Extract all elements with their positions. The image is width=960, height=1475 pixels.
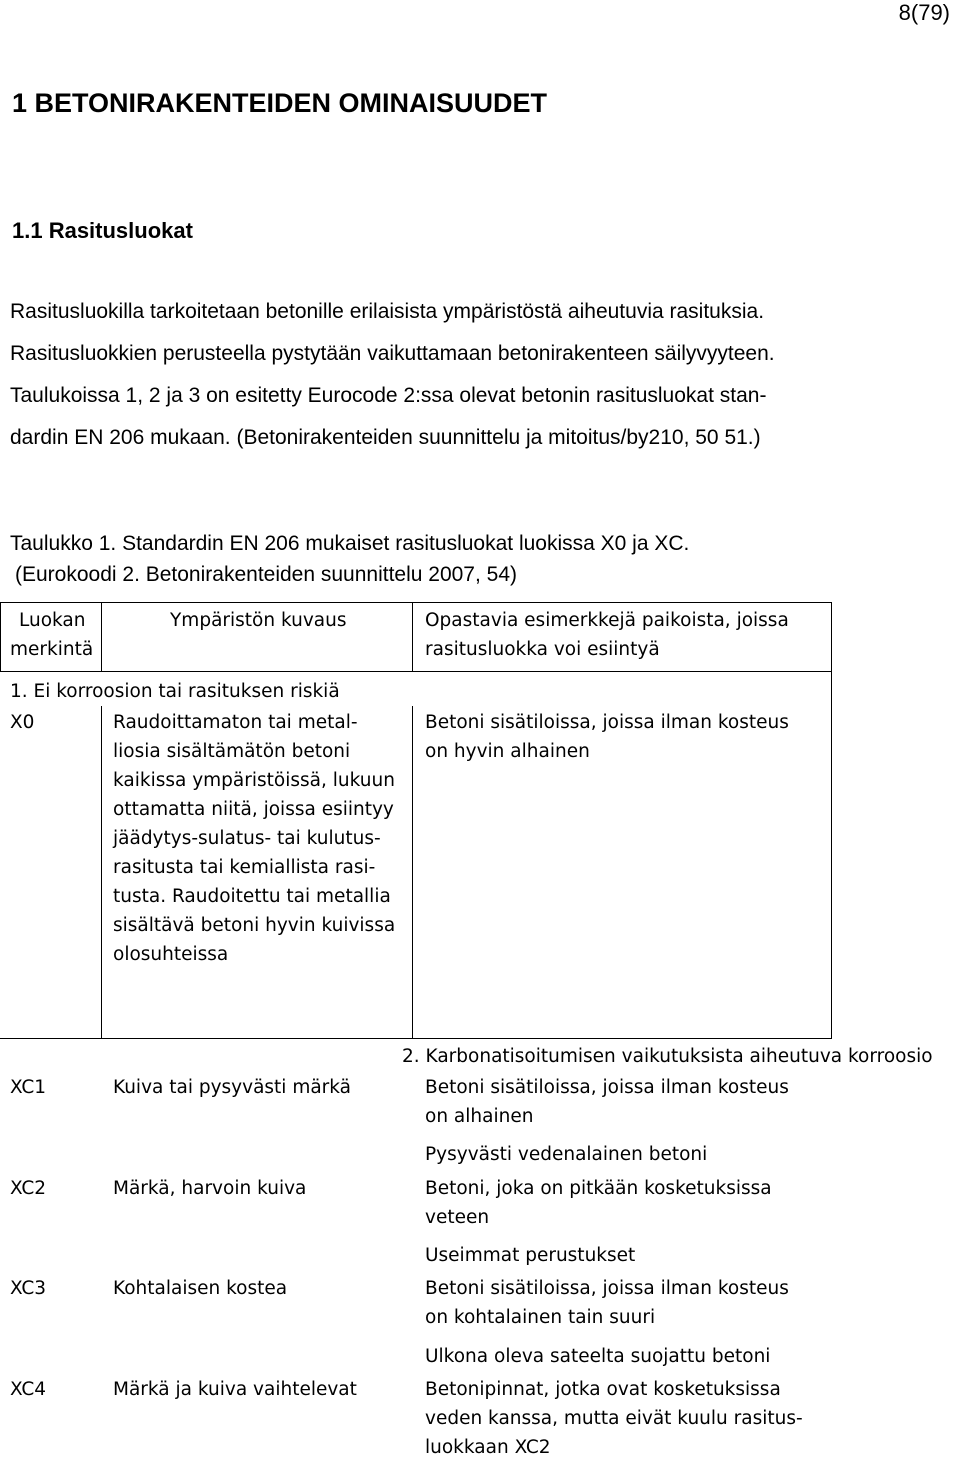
section2-title: 2. Karbonatisoitumisen vaikutuksista aiheutuva korroosio — [402, 1046, 933, 1067]
xc3-example-line-2: on kohtalainen tain suuri — [425, 1307, 656, 1328]
header-bottom-border — [0, 671, 832, 672]
chapter-heading: 1 BETONIRAKENTEIDEN OMINAISUUDET — [12, 88, 548, 118]
table-right-border — [831, 602, 832, 1039]
x0-desc-line-9: olosuhteissa — [113, 944, 229, 965]
xc4-code: XC4 — [10, 1379, 47, 1400]
xc3-example-line-1: Betoni sisätiloissa, joissa ilman kosteus — [425, 1278, 789, 1299]
intro-line-2: Rasitusluokkien perusteella pystytään vaikuttamaan betonirakenteen säilyvyyteen. — [10, 342, 775, 365]
x0-desc-line-7: tusta. Raudoitettu tai metallia — [113, 886, 391, 907]
x0-example-line-2: on hyvin alhainen — [425, 741, 590, 762]
table-caption-line-1: Taulukko 1. Standardin EN 206 mukaiset rasitusluokat luokissa X0 ja XC. — [10, 532, 690, 555]
x0-example-line-1: Betoni sisätiloissa, joissa ilman kosteus — [425, 712, 789, 733]
intro-line-4: dardin EN 206 mukaan. (Betonirakenteiden suunnittelu ja mitoitus/by210, 50 51.) — [10, 426, 761, 449]
xc3-code: XC3 — [10, 1278, 47, 1299]
x0-desc-line-1: Raudoittamaton tai metal- — [113, 712, 358, 733]
xc4-description: Märkä ja kuiva vaihtelevat — [113, 1379, 357, 1400]
x0-desc-line-8: sisältävä betoni hyvin kuivissa — [113, 915, 396, 936]
table-top-border — [0, 602, 832, 603]
x0-divider-2 — [412, 706, 413, 1039]
header-divider-1 — [101, 602, 102, 672]
x0-desc-line-2: liosia sisältämätön betoni — [113, 741, 351, 762]
x0-code: X0 — [10, 712, 35, 733]
x0-divider-1 — [101, 706, 102, 1039]
xc4-example-line-1: Betonipinnat, jotka ovat kosketuksissa — [425, 1379, 781, 1400]
header-left-border — [0, 602, 1, 672]
x0-desc-line-3: kaikissa ympäristöissä, lukuun — [113, 770, 395, 791]
xc1-example-line-2: on alhainen — [425, 1106, 534, 1127]
page-number: 8(79) — [898, 0, 950, 25]
header-divider-2 — [412, 602, 413, 672]
section1-bottom-border — [0, 1038, 832, 1039]
header-col1-line-1: Luokan — [19, 610, 86, 631]
intro-line-3: Taulukoissa 1, 2 ja 3 on esitetty Eurocode 2:ssa olevat betonin rasitusluokat stan- — [10, 384, 767, 407]
xc4-example-line-3: luokkaan XC2 — [425, 1437, 551, 1458]
header-col3-line-2: rasitusluokka voi esiintyä — [425, 639, 660, 660]
xc4-example-line-2: veden kanssa, mutta eivät kuulu rasitus- — [425, 1408, 803, 1429]
xc1-code: XC1 — [10, 1077, 47, 1098]
x0-desc-line-5: jäädytys-sulatus- tai kulutus- — [113, 828, 381, 849]
header-col1-line-2: merkintä — [10, 639, 94, 660]
intro-line-1: Rasitusluokilla tarkoitetaan betonille erilaisista ympäristöstä aiheutuvia rasituksia. — [10, 300, 765, 323]
xc2-description: Märkä, harvoin kuiva — [113, 1178, 307, 1199]
xc1-example-line-1: Betoni sisätiloissa, joissa ilman kosteus — [425, 1077, 789, 1098]
xc3-description: Kohtalaisen kostea — [113, 1278, 288, 1299]
xc2-example-line-2: veteen — [425, 1207, 490, 1228]
xc2-example-line-1: Betoni, joka on pitkään kosketuksissa — [425, 1178, 772, 1199]
xc1-description: Kuiva tai pysyvästi märkä — [113, 1077, 352, 1098]
xc3-example-extra: Ulkona oleva sateelta suojattu betoni — [425, 1346, 771, 1367]
xc2-code: XC2 — [10, 1178, 47, 1199]
section-heading: 1.1 Rasitusluokat — [12, 218, 193, 243]
x0-desc-line-4: ottamatta niitä, joissa esiintyy — [113, 799, 394, 820]
section1-title: 1. Ei korroosion tai rasituksen riskiä — [10, 681, 340, 702]
table-caption-line-2: (Eurokoodi 2. Betonirakenteiden suunnittelu 2007, 54) — [15, 563, 518, 586]
xc2-example-extra: Useimmat perustukset — [425, 1245, 636, 1266]
x0-desc-line-6: rasitusta tai kemiallista rasi- — [113, 857, 376, 878]
header-col3-line-1: Opastavia esimerkkejä paikoista, joissa — [425, 610, 789, 631]
header-col2: Ympäristön kuvaus — [170, 610, 347, 631]
xc1-example-extra: Pysyvästi vedenalainen betoni — [425, 1144, 708, 1165]
